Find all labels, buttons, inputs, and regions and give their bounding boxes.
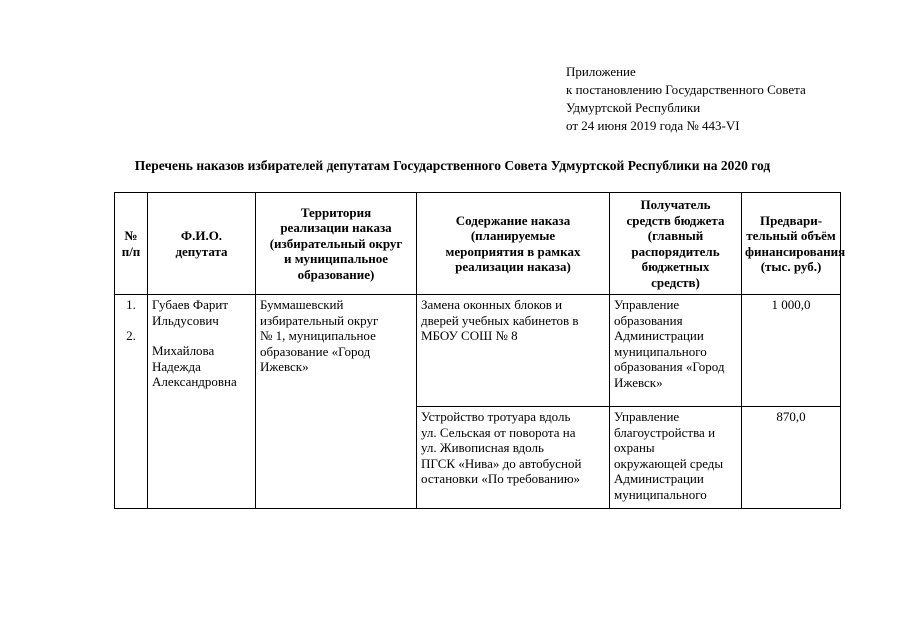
appendix-line: Приложение bbox=[566, 64, 636, 79]
cell-amount: 870,0 bbox=[742, 407, 841, 509]
header-num: № п/п bbox=[115, 193, 148, 295]
appendix-line: к постановлению Государственного Совета bbox=[566, 82, 806, 97]
cell-recipient: Управление образования Администрации муниципального образования «Город Ижевск» bbox=[610, 295, 742, 407]
cell-numbers: 1. 2. bbox=[115, 295, 148, 509]
cell-territory: Буммашевский избирательный округ № 1, муниципальное образование «Город Ижевск» bbox=[256, 295, 417, 509]
header-amount: Предвари- тельный объём финансирования (тыс. руб.) bbox=[742, 193, 841, 295]
document-title: Перечень наказов избирателей депутатам Государственного Совета Удмуртской Республики на 2020 год bbox=[134, 158, 771, 173]
header-recipient: Получатель средств бюджета (главный распорядитель бюджетных средств) bbox=[610, 193, 742, 295]
appendix-block bbox=[566, 63, 806, 135]
cell-deputies: Губаев Фарит Ильдусович Михайлова Надежда Александровна bbox=[148, 295, 256, 509]
cell-content: Устройство тротуара вдоль ул. Сельская от поворота на ул. Живописная вдоль ПГСК «Нива» до автобусной остановки «По требованию» bbox=[417, 407, 610, 509]
table-row bbox=[115, 295, 841, 407]
table-header-row bbox=[115, 193, 841, 295]
header-territory: Территория реализации наказа (избирательный округ и муниципальное образование) bbox=[256, 193, 417, 295]
cell-amount: 1 000,0 bbox=[742, 295, 841, 407]
cell-content: Замена оконных блоков и дверей учебных кабинетов в МБОУ СОШ № 8 bbox=[417, 295, 610, 407]
appendix-line: Удмуртской Республики bbox=[566, 100, 701, 115]
appendix-line: от 24 июня 2019 года № 443-VI bbox=[566, 118, 740, 133]
header-content: Содержание наказа (планируемые мероприятия в рамках реализации наказа) bbox=[417, 193, 610, 295]
orders-table bbox=[114, 192, 846, 509]
header-name: Ф.И.О. депутата bbox=[148, 193, 256, 295]
cell-recipient: Управление благоустройства и охраны окружающей среды Администрации муниципального bbox=[610, 407, 742, 509]
